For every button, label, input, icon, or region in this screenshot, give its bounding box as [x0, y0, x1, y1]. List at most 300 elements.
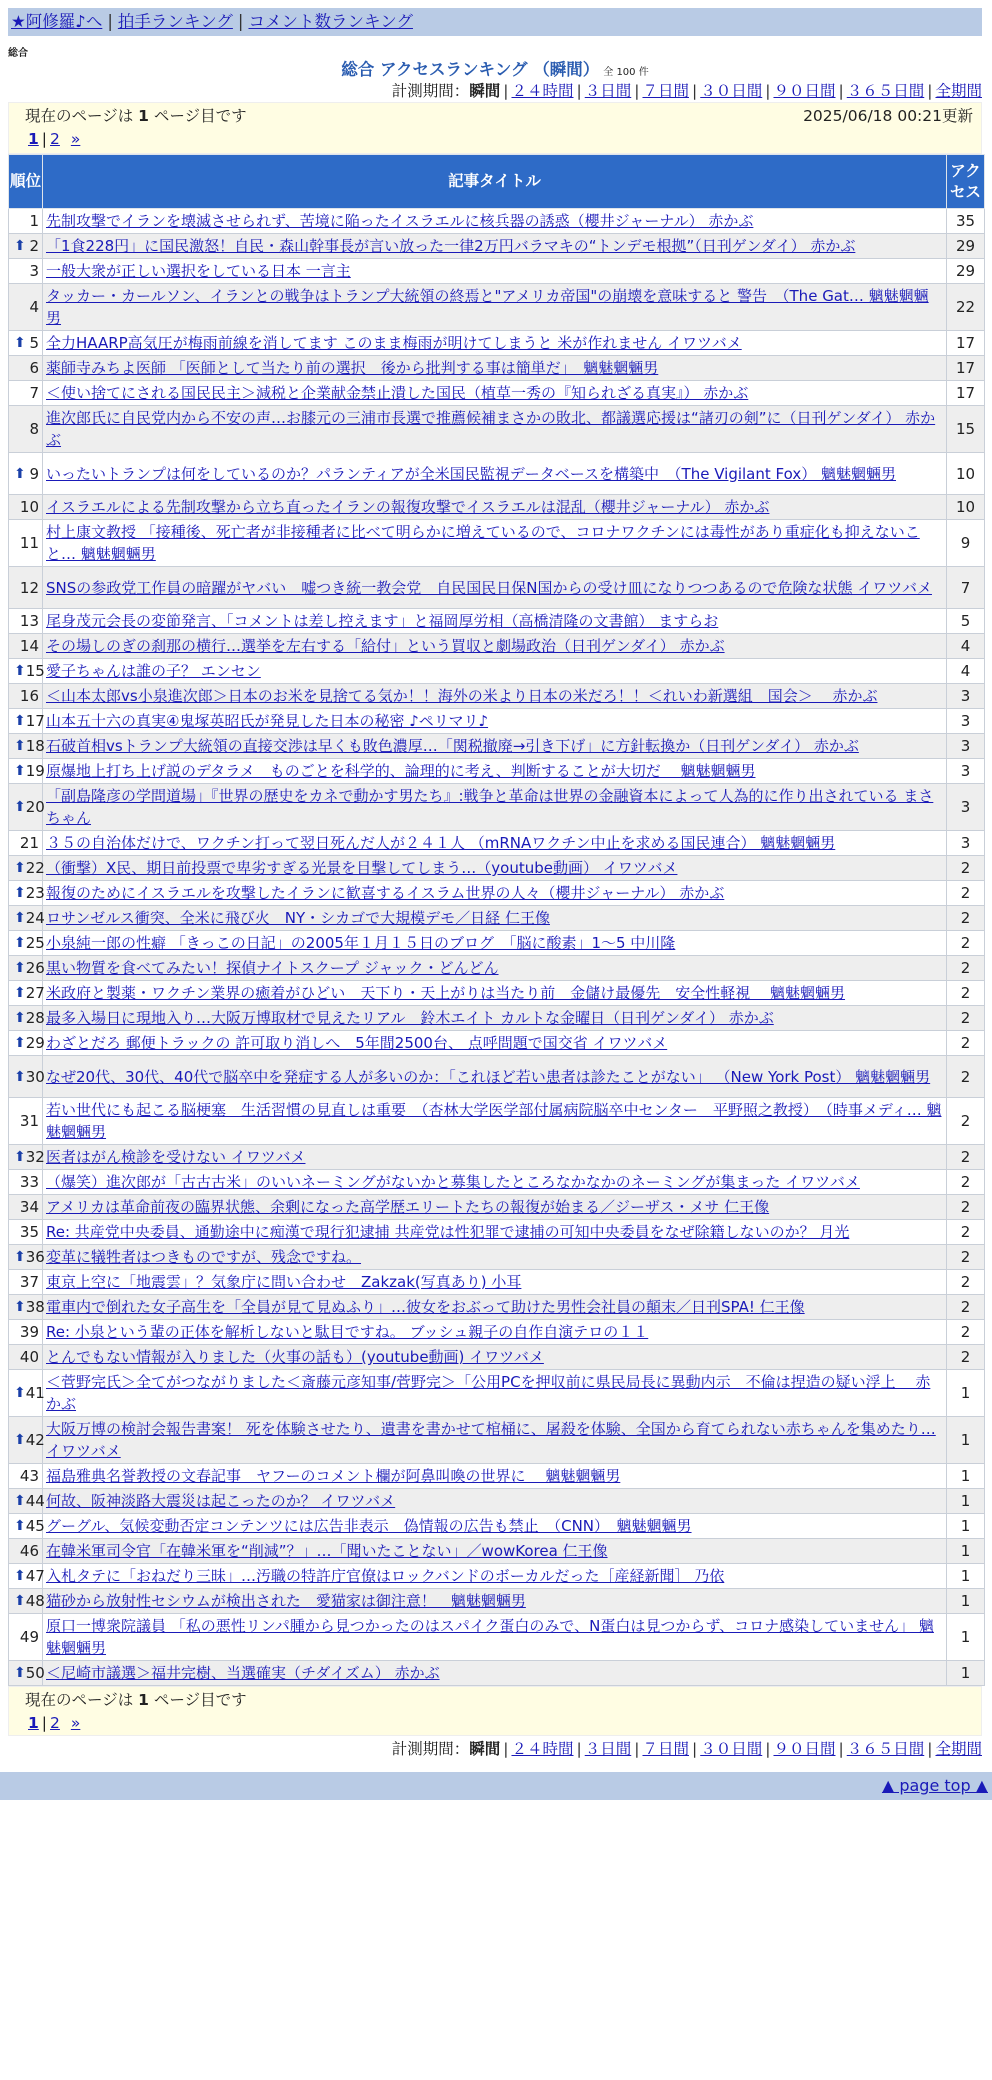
- table-row: [9, 759, 985, 784]
- article-link[interactable]: 大阪万博の検討会報告書案！ 死を体験させたり、遺書を書かせて棺桶に、屠殺を体験、全国から育てられない赤ちゃんを集めたり… イワツバメ: [46, 1420, 936, 1460]
- article-link[interactable]: タッカー・カールソン、イランとの戦争はトランプ大統領の終焉と"アメリカ帝国"の崩壊を意味すると 警告 （The Gat… 魑魅魍魎男: [46, 287, 929, 327]
- table-row: [9, 906, 985, 931]
- rank-number: 33: [19, 1173, 39, 1191]
- article-link[interactable]: 先制攻撃でイランを壊滅させられず、苦境に陥ったイスラエルに核兵器の誘惑（櫻井ジャーナル） 赤かぶ: [46, 212, 754, 230]
- title-cell: [43, 1098, 947, 1145]
- header-title: 記事タイトル: [43, 155, 947, 209]
- article-link[interactable]: 猫砂から放射性セシウムが検出された 愛猫家は御注意！ 魑魅魍魎男: [46, 1592, 526, 1610]
- title-cell: [43, 259, 947, 284]
- access-count: 9: [947, 520, 985, 567]
- rank-number: 1: [29, 212, 39, 230]
- rank-cell: [9, 381, 43, 406]
- access-count: 2: [947, 1220, 985, 1245]
- pager-top: [8, 102, 982, 154]
- table-row: [9, 1345, 985, 1370]
- current-page-text: 現在のページは 1 ページ目です: [25, 1691, 247, 1709]
- rank-cell: [9, 1370, 43, 1417]
- table-row: [9, 856, 985, 881]
- rank-up-arrow-icon: ⬆: [14, 713, 26, 729]
- period-separator: |: [503, 82, 509, 100]
- rank-cell: [9, 567, 43, 609]
- article-link[interactable]: 黒い物質を食べてみたい！探偵ナイトスクープ ジャック・どんどん: [46, 959, 499, 977]
- access-count: 2: [947, 1195, 985, 1220]
- rank-number: 16: [19, 687, 39, 705]
- period-link[interactable]: ２４時間: [511, 1740, 574, 1758]
- article-link[interactable]: 「副島隆彦の学問道場」『世界の歴史をカネで動かす男たち』:戦争と革命は世界の金融資本によって人為的に作り出されている まさちゃん: [46, 787, 934, 827]
- article-link[interactable]: 村上康文教授 「接種後、死亡者が非接種者に比べて明らかに増えているので、コロナワクチンには毒性があり重症化も抑えないこと… 魑魅魍魎男: [46, 523, 920, 563]
- table-row: [9, 1056, 985, 1098]
- table-row: [9, 1464, 985, 1489]
- rank-number: 25: [25, 934, 45, 952]
- title-cell: [43, 331, 947, 356]
- rank-cell: [9, 784, 43, 831]
- table-row: [9, 331, 985, 356]
- article-link[interactable]: 米政府と製薬・ワクチン業界の癒着がひどい 天下り・天上がりは当たり前 金儲け最優先 安全性軽視 魑魅魍魎男: [46, 984, 846, 1002]
- table-row: [9, 381, 985, 406]
- access-count: 1: [947, 1370, 985, 1417]
- rank-number: 15: [25, 662, 45, 680]
- rank-number: 11: [19, 534, 39, 552]
- access-count: 2: [947, 1345, 985, 1370]
- table-row: [9, 406, 985, 453]
- rank-up-arrow-icon: ⬆: [14, 885, 26, 901]
- access-count: 1: [947, 1564, 985, 1589]
- page-top-link[interactable]: ▲ page top ▲: [881, 1776, 988, 1795]
- rank-cell: [9, 209, 43, 234]
- table-row: [9, 259, 985, 284]
- title-cell: [43, 1564, 947, 1589]
- rank-number: 2: [29, 237, 39, 255]
- article-link[interactable]: いったいトランプは何をしているのか？パランティアが全米国民監視データベースを構築中 （The Vigilant Fox） 魑魅魍魎男: [46, 464, 896, 483]
- period-link[interactable]: ３０日間: [700, 82, 763, 100]
- table-row: [9, 1145, 985, 1170]
- rank-up-arrow-icon: ⬆: [14, 1518, 26, 1534]
- rank-cell: [9, 1614, 43, 1661]
- table-row: [9, 784, 985, 831]
- rank-up-arrow-icon: ⬆: [14, 1568, 26, 1584]
- access-count: 1: [947, 1514, 985, 1539]
- access-count: 3: [947, 784, 985, 831]
- rank-number: 45: [25, 1517, 45, 1535]
- access-count: 3: [947, 759, 985, 784]
- article-link[interactable]: （衝撃）X民、期日前投票で卑劣すぎる光景を目撃してしまう…（youtube動画） イワツバメ: [46, 859, 678, 877]
- page-link-1[interactable]: 1: [28, 130, 39, 148]
- article-link[interactable]: 在韓米軍司令官「在韓米軍を“削減”？」…「聞いたことない」／wowKorea 仁王像: [46, 1542, 608, 1560]
- rank-number: 20: [25, 798, 45, 816]
- article-link[interactable]: Re: 共産党中央委員、通勤途中に痴漢で現行犯逮捕 共産党は性犯罪で逮捕の可知中央委員をなぜ除籍しないのか？ 月光: [46, 1223, 850, 1241]
- article-link[interactable]: ＜菅野完氏＞全てがつながりました＜斎藤元彦知事/菅野完＞「公用PCを押収前に県民局長に異動内示 不倫は捏造の疑い浮上 赤かぶ: [46, 1373, 931, 1413]
- title-cell: [43, 406, 947, 453]
- rank-number: 40: [19, 1348, 39, 1366]
- title-cell: [43, 1295, 947, 1320]
- article-link[interactable]: ＜山本太郎vs小泉進次郎＞日本のお米を見捨てる気か！！海外の米より日本の米だろ！！＜れいわ新選組 国会＞ 赤かぶ: [46, 687, 878, 705]
- rank-up-arrow-icon: ⬆: [14, 1385, 26, 1401]
- period-link[interactable]: ３０日間: [700, 1740, 763, 1758]
- access-count: 10: [947, 495, 985, 520]
- rank-cell: [9, 234, 43, 259]
- article-link[interactable]: 変革に犠牲者はつきものですが、残念ですね。: [46, 1248, 362, 1266]
- period-link[interactable]: ３６５日間: [846, 82, 925, 100]
- period-separator: |: [634, 1740, 640, 1758]
- article-link[interactable]: 進次郎氏に自民党内から不安の声…お膝元の三浦市長選で推薦候補まさかの敗北、都議選応援は“諸刃の剣”に（日刊ゲンダイ） 赤かぶ: [46, 409, 936, 449]
- article-link[interactable]: SNSの参政党工作員の暗躍がヤバい 嘘つき統一教会党 自民国民日保N国からの受け皿になりつつあるので危険な状態 イワツバメ: [46, 578, 932, 597]
- rank-number: 23: [25, 884, 45, 902]
- period-separator: |: [927, 1740, 933, 1758]
- rank-cell: [9, 1589, 43, 1614]
- title-cell: [43, 1006, 947, 1031]
- access-count: 3: [947, 709, 985, 734]
- period-link[interactable]: ７日間: [642, 82, 689, 100]
- title-cell: [43, 684, 947, 709]
- article-link[interactable]: 原口一博衆院議員 「私の悪性リンパ腫から見つかったのはスパイク蛋白のみで、N蛋白は見つからず、コロナ感染していません」 魑魅魍魎男: [46, 1617, 934, 1657]
- access-count: 1: [947, 1464, 985, 1489]
- table-row: [9, 659, 985, 684]
- next-page-link[interactable]: »: [70, 1714, 81, 1732]
- access-count: 1: [947, 1589, 985, 1614]
- category-label: 総合: [8, 48, 28, 59]
- period-current: 瞬間: [469, 82, 501, 100]
- access-count: 2: [947, 1170, 985, 1195]
- access-count: 4: [947, 659, 985, 684]
- pager-bottom: [8, 1686, 982, 1736]
- rank-cell: [9, 1320, 43, 1345]
- ranking-title: 総合 アクセスランキング （瞬間）: [341, 60, 600, 79]
- article-link[interactable]: （爆笑）進次郎が「古古古米」のいいネーミングがないかと募集したところなかなかのネーミングが集まった イワツバメ: [46, 1173, 860, 1191]
- rank-number: 6: [29, 359, 39, 377]
- rank-number: 46: [19, 1542, 39, 1560]
- access-count: 2: [947, 856, 985, 881]
- rank-cell: [9, 453, 43, 495]
- title-cell: [43, 1270, 947, 1295]
- access-count: 2: [947, 1006, 985, 1031]
- article-link[interactable]: 東京上空に「地震雲」？気象庁に問い合わせ Zakzak(写真あり) 小耳: [46, 1273, 522, 1291]
- rank-cell: [9, 956, 43, 981]
- article-link[interactable]: 尾身茂元会長の変節発言、「コメントは差し控えます」と福岡厚労相（高橋清隆の文書館） ますらお: [46, 612, 719, 630]
- period-link[interactable]: ３日間: [584, 1740, 632, 1758]
- table-row: [9, 709, 985, 734]
- article-link[interactable]: 愛子ちゃんは誰の子？ エンセン: [46, 662, 261, 680]
- title-cell: [43, 831, 947, 856]
- title-cell: [43, 784, 947, 831]
- ranking-title-wrap: [8, 60, 982, 80]
- access-count: 15: [947, 406, 985, 453]
- title-cell: [43, 709, 947, 734]
- table-row: [9, 734, 985, 759]
- access-count: 2: [947, 1245, 985, 1270]
- rank-cell: [9, 1245, 43, 1270]
- title-cell: [43, 567, 947, 609]
- rank-cell: [9, 831, 43, 856]
- title-cell: [43, 609, 947, 634]
- rank-cell: [9, 1345, 43, 1370]
- current-page-number: 1: [138, 107, 149, 125]
- rank-cell: [9, 981, 43, 1006]
- rank-number: 3: [29, 262, 39, 280]
- rank-cell: [9, 406, 43, 453]
- comment-ranking-link[interactable]: コメント数ランキング: [248, 12, 413, 31]
- title-cell: [43, 495, 947, 520]
- title-cell: [43, 1056, 947, 1098]
- table-header-row: [9, 155, 985, 209]
- rank-number: 38: [25, 1298, 45, 1316]
- rank-number: 12: [19, 578, 39, 597]
- period-link[interactable]: ９０日間: [773, 1740, 836, 1758]
- rank-number: 50: [25, 1664, 45, 1682]
- title-cell: [43, 453, 947, 495]
- title-cell: [43, 1661, 947, 1686]
- access-count: 3: [947, 734, 985, 759]
- rank-up-arrow-icon: ⬆: [14, 335, 26, 351]
- title-cell: [43, 881, 947, 906]
- rank-number: 26: [25, 959, 45, 977]
- title-cell: [43, 1195, 947, 1220]
- title-cell: [43, 931, 947, 956]
- table-row: [9, 1245, 985, 1270]
- title-cell: [43, 734, 947, 759]
- table-row: [9, 1614, 985, 1661]
- article-link[interactable]: とんでもない情報が入りました（火事の話も）(youtube動画) イワツバメ: [46, 1348, 544, 1366]
- article-link[interactable]: 最多入場日に現地入り…大阪万博取材で見えたリアル 鈴木エイト カルトな金曜日（日刊ゲンダイ） 赤かぶ: [46, 1009, 774, 1027]
- table-row: [9, 453, 985, 495]
- table-row: [9, 981, 985, 1006]
- article-link[interactable]: 「1食228円」に国民激怒！自民・森山幹事長が言い放った一律2万円バラマキの“トンデモ根拠”（日刊ゲンダイ） 赤かぶ: [46, 237, 856, 255]
- period-separator: |: [634, 82, 640, 100]
- table-row: [9, 881, 985, 906]
- table-row: [9, 1031, 985, 1056]
- header-rank: 順位: [9, 155, 43, 209]
- title-cell: [43, 1514, 947, 1539]
- page-link-2[interactable]: 2: [50, 1714, 60, 1732]
- rank-number: 32: [25, 1148, 45, 1166]
- rank-cell: [9, 931, 43, 956]
- rank-up-arrow-icon: ⬆: [14, 1010, 26, 1026]
- period-separator: |: [765, 82, 771, 100]
- rank-number: 18: [25, 737, 45, 755]
- table-row: [9, 1170, 985, 1195]
- rank-up-arrow-icon: ⬆: [14, 1432, 26, 1448]
- table-row: [9, 1220, 985, 1245]
- rank-number: 41: [25, 1384, 45, 1402]
- title-cell: [43, 1031, 947, 1056]
- article-link[interactable]: 電車内で倒れた女子高生を「全員が見て見ぬふり」…彼女をおぶって助けた男性会社員の顛末／日刊SPA! 仁王像: [46, 1298, 805, 1316]
- top-nav: [8, 8, 982, 36]
- rank-up-arrow-icon: ⬆: [14, 1249, 26, 1265]
- access-count: 10: [947, 453, 985, 495]
- header-access: アクセス: [947, 155, 985, 209]
- article-link[interactable]: ＜尼崎市議選＞福井完樹、当選確実（チダイズム） 赤かぶ: [46, 1664, 440, 1682]
- article-link[interactable]: グーグル、気候変動否定コンテンツには広告非表示 偽情報の広告も禁止 （CNN） 魑魅魍魎男: [46, 1517, 692, 1535]
- page-link-2[interactable]: 2: [50, 130, 60, 148]
- rank-number: 28: [25, 1009, 45, 1027]
- period-separator: |: [765, 1740, 771, 1758]
- nav-separator: |: [237, 12, 244, 31]
- table-row: [9, 356, 985, 381]
- rank-cell: [9, 1220, 43, 1245]
- article-link[interactable]: 小泉純一郎の性癖 「きっこの日記」の2005年１月１５日のブログ 「脳に酸素」1～5 中川隆: [46, 934, 676, 952]
- title-cell: [43, 1170, 947, 1195]
- article-link[interactable]: アメリカは革命前夜の臨界状態、余剰になった高学歴エリートたちの報復が始まる／ジーザス・メサ 仁王像: [46, 1198, 770, 1216]
- rank-up-arrow-icon: ⬆: [14, 1493, 26, 1509]
- period-link[interactable]: ２４時間: [511, 82, 574, 100]
- table-row: [9, 1514, 985, 1539]
- article-link[interactable]: なぜ20代、30代、40代で脳卒中を発症する人が多いのか：「これほど若い患者は診たことがない」 （New York Post） 魑魅魍魎男: [46, 1067, 931, 1086]
- title-cell: [43, 759, 947, 784]
- article-link[interactable]: イスラエルによる先制攻撃から立ち直ったイランの報復攻撃でイスラエルは混乱（櫻井ジャーナル） 赤かぶ: [46, 498, 770, 516]
- article-link[interactable]: 入札タテに「おねだり三昧」…汚職の特許庁官僚はロックバンドのボーカルだった［産経新聞］ 乃依: [46, 1567, 725, 1585]
- rank-up-arrow-icon: ⬆: [14, 238, 26, 254]
- article-link[interactable]: その場しのぎの刹那の横行…選挙を左右する「給付」という買収と劇場政治（日刊ゲンダイ） 赤かぶ: [46, 637, 725, 655]
- article-link[interactable]: 原爆地上打ち上げ説のデタラメ ものごとを科学的、論理的に考え、判断することが大切だ 魑魅魍魎男: [46, 762, 756, 780]
- rank-cell: [9, 1564, 43, 1589]
- article-link[interactable]: 福島雅典名誉教授の文春記事 ヤフーのコメント欄が阿鼻叫喚の世界に 魑魅魍魎男: [46, 1467, 621, 1485]
- title-cell: [43, 1245, 947, 1270]
- access-count: 1: [947, 1417, 985, 1464]
- rank-cell: [9, 759, 43, 784]
- title-cell: [43, 1464, 947, 1489]
- period-link[interactable]: 全期間: [935, 82, 982, 100]
- rank-number: 9: [29, 464, 39, 483]
- count-note: 全 100 件: [603, 67, 649, 78]
- access-count: 17: [947, 381, 985, 406]
- title-cell: [43, 209, 947, 234]
- table-row: [9, 567, 985, 609]
- article-link[interactable]: 石破首相vsトランプ大統領の直接交渉は早くも敗色濃厚…「関税撤廃→引き下げ」に方針転換か（日刊ゲンダイ） 赤かぶ: [46, 737, 859, 755]
- period-bar-top: [8, 80, 982, 102]
- table-row: [9, 1295, 985, 1320]
- access-count: 1: [947, 1614, 985, 1661]
- rank-cell: [9, 1056, 43, 1098]
- access-count: 2: [947, 1270, 985, 1295]
- table-row: [9, 1417, 985, 1464]
- page-top-bar: [0, 1772, 992, 1800]
- article-link[interactable]: 一般大衆が正しい選択をしている日本 一言主: [46, 262, 351, 280]
- rank-cell: [9, 284, 43, 331]
- rank-up-arrow-icon: ⬆: [14, 763, 26, 779]
- access-count: 22: [947, 284, 985, 331]
- rank-up-arrow-icon: ⬆: [14, 1068, 26, 1085]
- title-cell: [43, 1320, 947, 1345]
- access-count: 7: [947, 567, 985, 609]
- rank-cell: [9, 259, 43, 284]
- rank-number: 30: [25, 1067, 45, 1086]
- rank-cell: [9, 1464, 43, 1489]
- period-label: 計測期間：: [391, 1740, 470, 1758]
- page-separator: |: [41, 130, 48, 148]
- rank-up-arrow-icon: ⬆: [14, 1149, 26, 1165]
- article-link[interactable]: 報復のためにイスラエルを攻撃したイランに歓喜するイスラム世界の人々（櫻井ジャーナル） 赤かぶ: [46, 884, 725, 902]
- rank-number: 44: [25, 1492, 45, 1510]
- home-link[interactable]: ★阿修羅♪へ: [11, 12, 103, 31]
- rank-cell: [9, 1417, 43, 1464]
- clap-ranking-link[interactable]: 拍手ランキング: [117, 12, 233, 31]
- table-row: [9, 634, 985, 659]
- rank-cell: [9, 856, 43, 881]
- period-bar-bottom: [8, 1736, 982, 1762]
- period-link[interactable]: ７日間: [642, 1740, 689, 1758]
- article-link[interactable]: 薬師寺みちよ医師 「医師として当たり前の選択 後から批判する事は簡単だ」 魑魅魍魎男: [46, 359, 659, 377]
- table-row: [9, 931, 985, 956]
- title-cell: [43, 1589, 947, 1614]
- period-current: 瞬間: [469, 1740, 501, 1758]
- article-link[interactable]: 山本五十六の真実④鬼塚英昭氏が発見した日本の秘密 ♪ペリマリ♪: [46, 712, 489, 730]
- rank-number: 47: [25, 1567, 45, 1585]
- article-link[interactable]: ３５の自治体だけで、ワクチン打って翌日死んだ人が２４１人 （mRNAワクチン中止を求める国民連合） 魑魅魍魎男: [46, 834, 836, 852]
- page-link-1[interactable]: 1: [28, 1714, 39, 1732]
- next-page-link[interactable]: »: [70, 130, 81, 148]
- period-link[interactable]: ９０日間: [773, 82, 836, 100]
- table-row: [9, 1006, 985, 1031]
- period-separator: |: [692, 1740, 698, 1758]
- access-count: 35: [947, 209, 985, 234]
- title-cell: [43, 1614, 947, 1661]
- rank-number: 49: [19, 1628, 39, 1646]
- period-separator: |: [927, 82, 933, 100]
- rank-number: 10: [19, 498, 39, 516]
- rank-number: 48: [25, 1592, 45, 1610]
- table-row: [9, 1320, 985, 1345]
- period-link[interactable]: ３６５日間: [846, 1740, 925, 1758]
- period-separator: |: [576, 1740, 582, 1758]
- article-link[interactable]: 全力HAARP高気圧が梅雨前線を消してます このまま梅雨が明けてしまうと 米が作れません イワツバメ: [46, 334, 742, 352]
- article-link[interactable]: 若い世代にも起こる脳梗塞 生活習慣の見直しは重要 （杏林大学医学部付属病院脳卒中センター 平野照之教授） （時事メディ… 魑魅魍魎男: [46, 1101, 942, 1141]
- article-link[interactable]: Re: 小泉という輩の正体を解析しないと駄目ですね。 ブッシュ親子の自作自演テロの１１: [46, 1323, 649, 1341]
- rank-number: 27: [25, 984, 45, 1002]
- rank-number: 14: [19, 637, 39, 655]
- title-cell: [43, 356, 947, 381]
- title-cell: [43, 520, 947, 567]
- rank-number: 29: [25, 1034, 45, 1052]
- table-row: [9, 495, 985, 520]
- title-cell: [43, 1145, 947, 1170]
- article-link[interactable]: 医者はがん検診を受けない イワツバメ: [46, 1148, 306, 1166]
- rank-up-arrow-icon: ⬆: [14, 960, 26, 976]
- period-link[interactable]: 全期間: [935, 1740, 982, 1758]
- access-count: 2: [947, 956, 985, 981]
- title-cell: [43, 981, 947, 1006]
- rank-number: 24: [25, 909, 45, 927]
- rank-number: 4: [29, 298, 39, 316]
- table-row: [9, 1539, 985, 1564]
- access-count: 2: [947, 1031, 985, 1056]
- period-separator: |: [692, 82, 698, 100]
- table-row: [9, 234, 985, 259]
- rank-cell: [9, 520, 43, 567]
- article-link[interactable]: ロサンゼルス衝突、全米に飛び火 NY・シカゴで大規模デモ／日経 仁王像: [46, 909, 550, 927]
- rank-cell: [9, 684, 43, 709]
- table-row: [9, 209, 985, 234]
- title-cell: [43, 856, 947, 881]
- rank-number: 35: [19, 1223, 39, 1241]
- period-label: 計測期間：: [391, 82, 470, 100]
- rank-number: 8: [29, 420, 39, 438]
- title-cell: [43, 1489, 947, 1514]
- table-row: [9, 609, 985, 634]
- current-page-text: 現在のページは 1 ページ目です: [25, 107, 247, 125]
- period-separator: |: [838, 1740, 844, 1758]
- ranking-table: [8, 154, 985, 1686]
- article-link[interactable]: ＜使い捨てにされる国民民主＞減税と企業献金禁止潰した国民（植草一秀の『知られざる真実』） 赤かぶ: [46, 384, 749, 402]
- rank-up-arrow-icon: ⬆: [14, 1035, 26, 1051]
- rank-up-arrow-icon: ⬆: [14, 1665, 26, 1681]
- period-link[interactable]: ３日間: [584, 82, 632, 100]
- page-links: [25, 127, 973, 151]
- article-link[interactable]: 何故、阪神淡路大震災は起こったのか？ イワツバメ: [46, 1492, 396, 1510]
- updated-timestamp: 2025/06/18 00:21更新: [803, 107, 973, 125]
- table-row: [9, 520, 985, 567]
- rank-up-arrow-icon: ⬆: [14, 860, 26, 876]
- rank-cell: [9, 495, 43, 520]
- article-link[interactable]: わざとだろ 郵便トラックの 許可取り消しへ 5年間2500台、 点呼問題で国交省 イワツバメ: [46, 1034, 668, 1052]
